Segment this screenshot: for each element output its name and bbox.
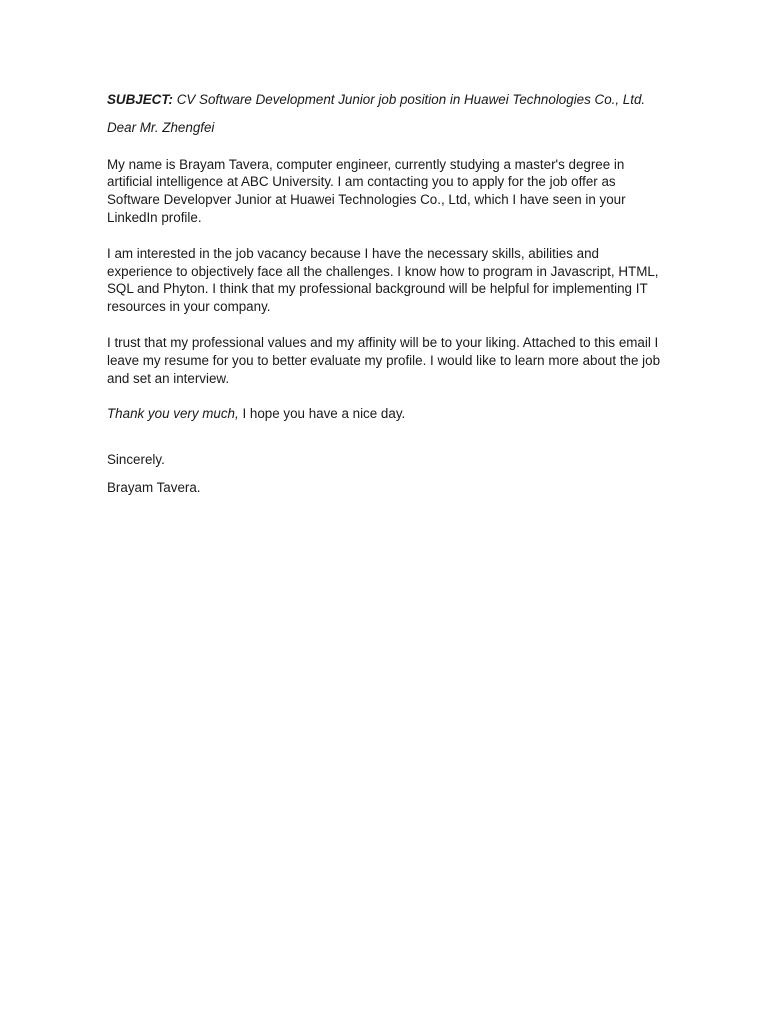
subject-label: SUBJECT:	[107, 92, 173, 107]
paragraph-closing: I trust that my professional values and my affinity will be to your liking. Attached to this email I leave my resume for you to better evaluate my profile. I would like to learn more about the job and set an interview.	[107, 334, 661, 386]
paragraph-intro: My name is Brayam Tavera, computer engineer, currently studying a master's degree in artificial intelligence at ABC University. I am contacting you to apply for the job offer as Software Developver Junior at Huawei Technologies Co., Ltd, which I have seen in your LinkedIn profile.	[107, 156, 626, 225]
letter-page	[107, 91, 662, 497]
signature: Brayam Tavera.	[107, 479, 201, 495]
thanks-italic: Thank you very much,	[107, 406, 239, 422]
closing: Sincerely.	[107, 452, 165, 468]
thanks-line	[107, 405, 662, 423]
subject-line	[107, 91, 662, 109]
subject-text: CV Software Development Junior job position in Huawei Technologies Co., Ltd.	[176, 92, 646, 107]
greeting: Dear Mr. Zhengfei	[107, 119, 215, 135]
thanks-rest: I hope you have a nice day.	[238, 406, 406, 422]
paragraph-skills: I am interested in the job vacancy because I have the necessary skills, abilities and experience to objectively face all the challenges. I know how to program in Javascript, HTML, SQL and Phyton. I think that my professional background will be helpful for implementing IT resources in your company.	[107, 245, 659, 315]
